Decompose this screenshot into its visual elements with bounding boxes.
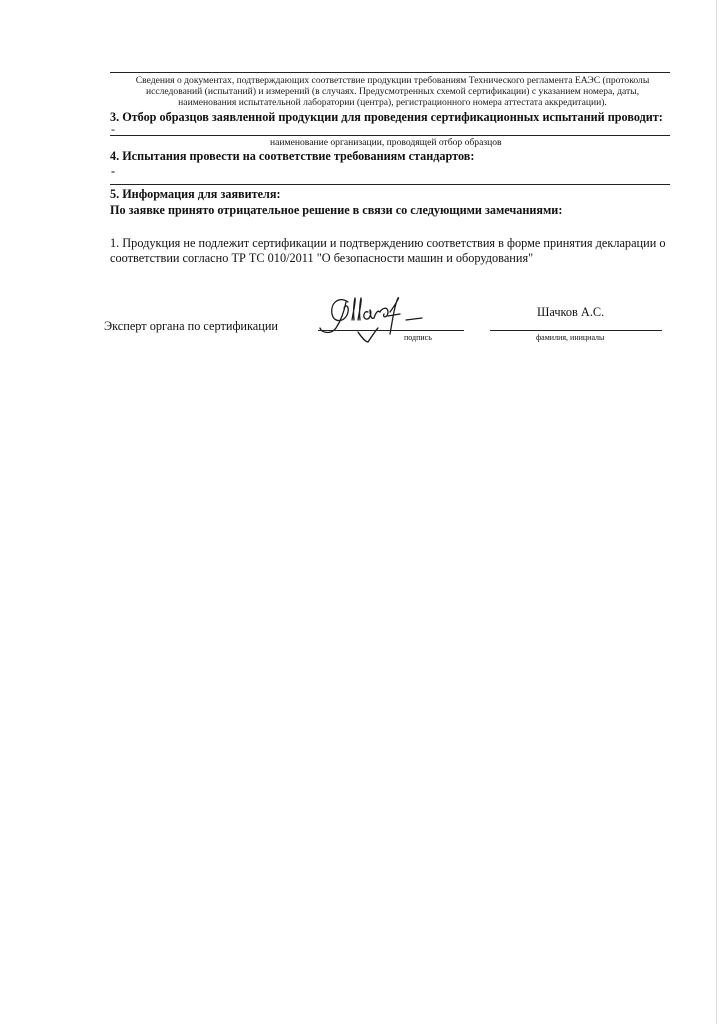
top-rule bbox=[110, 72, 670, 73]
section-4-heading: 4. Испытания провести на соответствие требованиям стандартов: bbox=[110, 149, 475, 163]
section-4-value: - bbox=[111, 164, 115, 178]
signature-caption: подпись bbox=[404, 333, 432, 342]
remark-1: 1. Продукция не подлежит сертификации и подтверждению соответствия в форме принятия декларации о соответствии согласно ТР ТС 010/2011 "О безопасности машин и оборудования" bbox=[110, 236, 666, 265]
section-5-subheading: По заявке принято отрицательное решение в связи со следующими замечаниями: bbox=[110, 203, 563, 217]
section-4-rule bbox=[110, 184, 670, 185]
section-3-value: - bbox=[111, 122, 115, 136]
expert-role: Эксперт органа по сертификации bbox=[104, 319, 278, 333]
signature-line bbox=[318, 330, 464, 331]
documents-note: Сведения о документах, подтверждающих соответствие продукции требованиям Технического регламента ЕАЭС (протоколы исследований (испытаний) и измерений (в случаях. Предусмотренных схемой сертификации) с указанием номера, даты, наименования испытательной лаборатории (центра), регистрационного номера аттестата аккредитации). bbox=[135, 75, 650, 108]
page-edge bbox=[716, 0, 717, 1024]
section-5-heading: 5. Информация для заявителя: bbox=[110, 187, 281, 201]
section-3-heading: 3. Отбор образцов заявленной продукции для проведения сертификационных испытаний проводит: bbox=[110, 110, 663, 124]
name-line bbox=[490, 330, 662, 331]
section-3-rule bbox=[110, 135, 670, 136]
name-caption: фамилия, инициалы bbox=[536, 333, 605, 342]
section-3-caption: наименование организации, проводящей отбор образцов bbox=[270, 137, 502, 148]
expert-name: Шачков А.С. bbox=[537, 305, 605, 319]
